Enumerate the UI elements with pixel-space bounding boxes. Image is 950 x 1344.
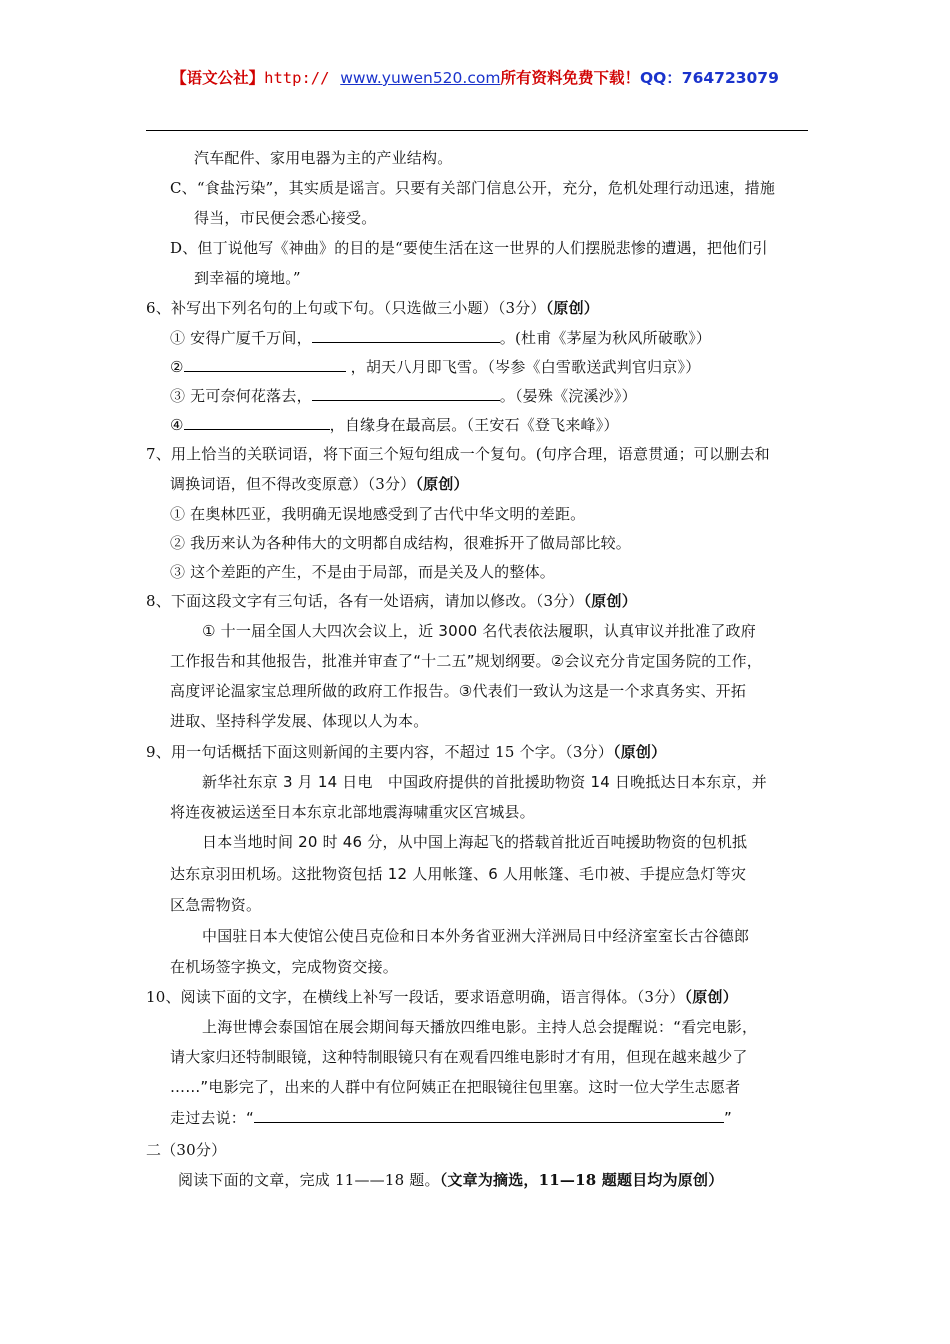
header-http: http:// [264, 69, 330, 87]
section2-title: 二（30分） [146, 1141, 227, 1159]
q8-stem-text: 8、下面这段文字有三句话，各有一处语病，请加以修改。（3分） [146, 592, 584, 610]
q6-item-2 [170, 356, 700, 377]
q6-item-3-prompt: ③ 无可奈何花落去， [170, 387, 312, 405]
q6-item-3-source: 。（晏殊《浣溪沙》） [499, 387, 637, 405]
q9-news-line1: 新华社东京 3 月 14 日电 中国政府提供的首批援助物资 14 日晚抵达日本东京，并 [202, 773, 767, 791]
q9-news-line5: 区急需物资。 [170, 896, 262, 914]
q6-item-2-blank[interactable] [184, 356, 346, 372]
q10-passage-line3: ……”电影完了，出来的人群中有位阿姨正在把眼镜往包里塞。这时一位大学生志愿者 [170, 1078, 741, 1096]
q8-passage-line1: ① 十一届全国人大四次会议上，近 3000 名代表依法履职，认真审议并批准了政府 [202, 622, 756, 640]
q10-answer-suffix: ” [723, 1109, 732, 1127]
q6-item-4-number: ④ [170, 416, 184, 434]
q8-passage-line2: 工作报告和其他报告，批准并审查了“十二五”规划纲要。②会议充分肯定国务院的工作， [170, 652, 762, 670]
q5-option-d-line1: D、但丁说他写《神曲》的目的是“要使生活在这一世界的人们摆脱悲惨的遭遇，把他们引 [170, 239, 768, 257]
q5-option-c-line1: C、“食盐污染”，其实质是谣言。只要有关部门信息公开，充分，危机处理行动迅速，措施 [170, 179, 776, 197]
header-url-link[interactable]: www.yuwen520.com [340, 69, 501, 87]
section2-intro-text: 阅读下面的文章，完成 11——18 题。 [178, 1171, 440, 1189]
q8-stem [146, 591, 637, 611]
header-divider [146, 130, 808, 131]
q7-stem-line2-text: 调换词语，但不得改变原意）（3分） [170, 475, 416, 493]
q6-stem [146, 298, 599, 318]
q7-item-1: ① 在奥林匹亚，我明确无误地感受到了古代中华文明的差距。 [170, 505, 586, 523]
q9-original-tag: （原创） [613, 743, 667, 761]
q5-option-d-line2: 到幸福的境地。” [194, 269, 301, 287]
q7-item-2: ② 我历来认为各种伟大的文明都自成结构，很难拆开了做局部比较。 [170, 534, 631, 552]
q10-passage-line2: 请大家归还特制眼镜，这种特制眼镜只有在观看四维电影时才有用，但现在越来越少了 [170, 1048, 748, 1066]
q7-stem-line2 [170, 474, 469, 494]
q10-answer-blank[interactable] [254, 1107, 724, 1123]
q10-stem [146, 987, 738, 1007]
q6-item-3-blank[interactable] [312, 385, 500, 401]
q6-item-1-prompt: ① 安得广厦千万间， [170, 329, 312, 347]
q8-passage-line4: 进取、坚持科学发展、体现以人为本。 [170, 712, 429, 730]
q9-news-line6: 中国驻日本大使馆公使吕克俭和日本外务省亚洲大洋洲局日中经济室室长古谷德郎 [202, 927, 750, 945]
q8-original-tag: （原创） [583, 592, 637, 610]
section2-note: （文章为摘选，11—18 题题目均为原创） [439, 1171, 724, 1189]
q7-original-tag: （原创） [415, 475, 469, 493]
q9-news-line4: 达东京羽田机场。这批物资包括 12 人用帐篷、6 人用帐篷、毛巾被、手提应急灯等灾 [170, 865, 747, 883]
q6-item-2-number: ② [170, 358, 184, 376]
header-qq: QQ：764723079 [639, 69, 779, 87]
q10-original-tag: （原创） [684, 988, 738, 1006]
q6-stem-text: 6、补写出下列名句的上句或下句。（只选做三小题）（3分） [146, 299, 546, 317]
q8-passage-line3: 高度评论温家宝总理所做的政府工作报告。③代表们一致认为这是一个求真务实、开拓 [170, 682, 747, 700]
header-site-name: 【语文公社】 [171, 69, 265, 87]
q5-b-continuation: 汽车配件、家用电器为主的产业结构。 [194, 149, 453, 167]
header-download-text: 所有资料免费下载！ [500, 69, 640, 87]
q6-item-3 [170, 385, 637, 406]
q7-item-3: ③ 这个差距的产生，不是由于局部，而是关及人的整体。 [170, 563, 555, 581]
q9-news-line2: 将连夜被运送至日本东京北部地震海啸重灾区宫城县。 [170, 803, 535, 821]
q10-stem-text: 10、阅读下面的文字，在横线上补写一段话，要求语意明确，语言得体。（3分） [146, 988, 685, 1006]
q6-item-1-source: 。(杜甫《茅屋为秋风所破歌》） [499, 329, 712, 347]
q6-item-4-source: ，自缘身在最高层。（王安石《登飞来峰》） [329, 416, 619, 434]
q6-item-4 [170, 414, 619, 435]
q10-passage-line1: 上海世博会泰国馆在展会期间每天播放四维电影。主持人总会提醒说：“看完电影， [202, 1018, 758, 1036]
q9-news-line3: 日本当地时间 20 时 46 分，从中国上海起飞的搭载首批近百吨援助物资的包机抵 [202, 833, 748, 851]
q7-stem-line1: 7、用上恰当的关联词语，将下面三个短句组成一个复句。(句序合理，语意贯通；可以删去和 [146, 445, 770, 463]
q10-passage-line4 [170, 1107, 732, 1128]
q9-stem-text: 9、用一句话概括下面这则新闻的主要内容，不超过 15 个字。（3分） [146, 743, 614, 761]
q6-item-2-source: ，胡天八月即飞雪。（岑参《白雪歌送武判官归京》） [350, 358, 701, 376]
q6-original-tag: （原创） [545, 299, 600, 317]
q5-option-c-line2: 得当，市民便会悉心接受。 [194, 209, 377, 227]
section2-intro [178, 1170, 723, 1190]
q6-item-1-blank[interactable] [312, 327, 500, 343]
q9-stem [146, 742, 666, 762]
q6-item-4-blank[interactable] [184, 414, 330, 430]
q9-news-line7: 在机场签字换文，完成物资交接。 [170, 958, 399, 976]
q6-item-1 [170, 327, 711, 348]
page-header [0, 66, 950, 88]
q10-answer-prefix: 走过去说：“ [170, 1109, 254, 1127]
